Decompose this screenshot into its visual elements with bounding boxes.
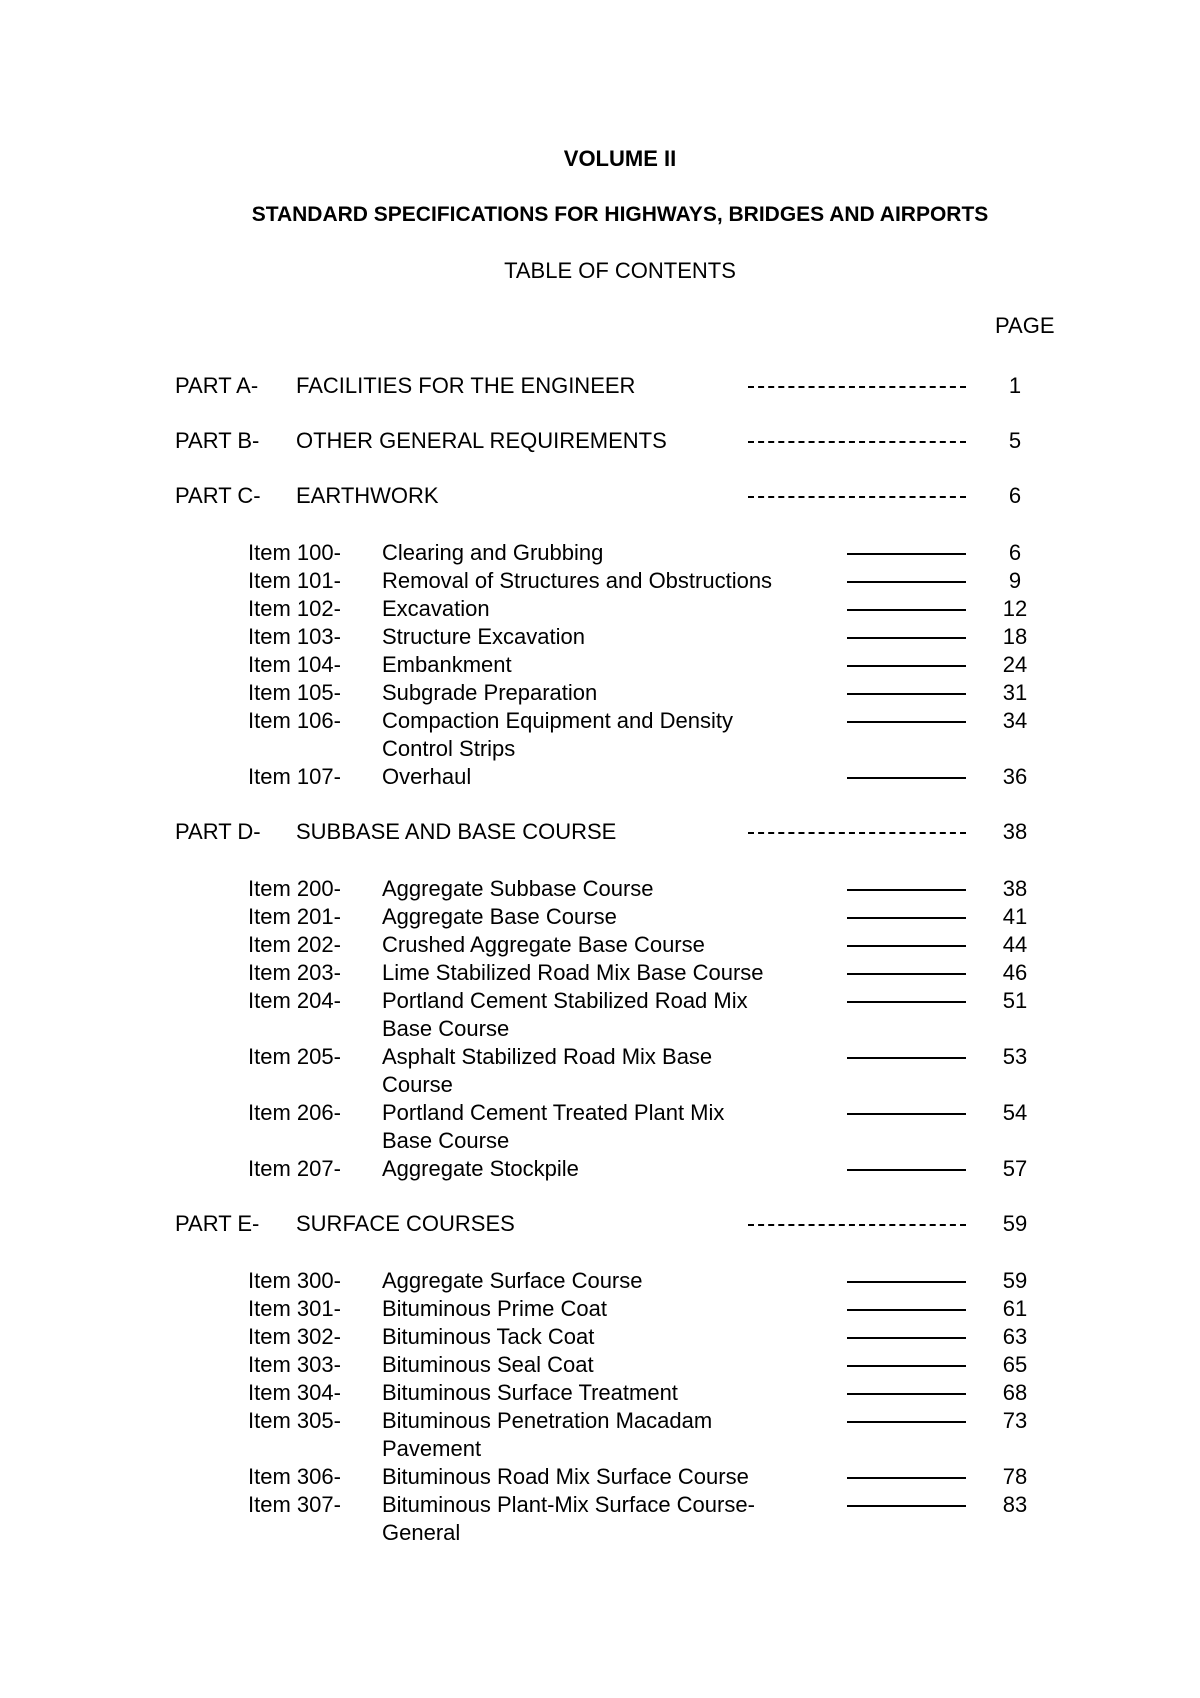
item-title: Clearing and Grubbing — [382, 540, 604, 565]
leader-line — [847, 1057, 966, 1059]
item-title: Aggregate Base Course — [382, 904, 617, 929]
item-page-number: 73 — [1002, 1408, 1028, 1433]
part-title: SUBBASE AND BASE COURSE — [296, 819, 617, 844]
item-title-continued: Course — [382, 1072, 453, 1097]
item-number: Item 205- — [248, 1044, 341, 1069]
item-number: Item 202- — [248, 932, 341, 957]
part-page-number: 1 — [1008, 373, 1022, 398]
leader-line — [847, 665, 966, 667]
part-page-number: 5 — [1008, 428, 1022, 453]
item-title: Bituminous Tack Coat — [382, 1324, 595, 1349]
leader-line — [847, 1365, 966, 1367]
item-page-number: 68 — [1002, 1380, 1028, 1405]
leader-line — [847, 889, 966, 891]
item-number: Item 101- — [248, 568, 341, 593]
item-title-continued: Pavement — [382, 1436, 482, 1461]
leader-line — [847, 1393, 966, 1395]
item-page-number: 46 — [1002, 960, 1028, 985]
leader-line — [748, 496, 966, 498]
part-label: PART C- — [175, 483, 261, 508]
item-number: Item 102- — [248, 596, 341, 621]
item-title: Bituminous Penetration Macadam — [382, 1408, 713, 1433]
part-page-number: 59 — [1002, 1211, 1028, 1236]
leader-line — [847, 1309, 966, 1311]
item-title: Bituminous Seal Coat — [382, 1352, 594, 1377]
item-title: Crushed Aggregate Base Course — [382, 932, 705, 957]
item-page-number: 78 — [1002, 1464, 1028, 1489]
part-label: PART B- — [175, 428, 260, 453]
leader-line — [847, 777, 966, 779]
item-title: Aggregate Subbase Course — [382, 876, 654, 901]
item-page-number: 53 — [1002, 1044, 1028, 1069]
item-title: Lime Stabilized Road Mix Base Course — [382, 960, 764, 985]
leader-line — [847, 693, 966, 695]
item-number: Item 107- — [248, 764, 341, 789]
item-page-number: 24 — [1002, 652, 1028, 677]
leader-line — [748, 832, 966, 834]
leader-line — [748, 441, 966, 443]
leader-line — [748, 386, 966, 388]
item-number: Item 302- — [248, 1324, 341, 1349]
leader-line — [847, 1477, 966, 1479]
item-number: Item 203- — [248, 960, 341, 985]
item-number: Item 104- — [248, 652, 341, 677]
document-subtitle: STANDARD SPECIFICATIONS FOR HIGHWAYS, BRIDGES AND AIRPORTS — [251, 203, 989, 226]
item-number: Item 201- — [248, 904, 341, 929]
item-number: Item 207- — [248, 1156, 341, 1181]
item-title-continued: Base Course — [382, 1128, 510, 1153]
leader-line — [847, 1001, 966, 1003]
item-page-number: 83 — [1002, 1492, 1028, 1517]
item-title: Embankment — [382, 652, 512, 677]
item-number: Item 200- — [248, 876, 341, 901]
item-page-number: 6 — [1008, 540, 1022, 565]
item-title: Portland Cement Stabilized Road Mix — [382, 988, 748, 1013]
item-title: Portland Cement Treated Plant Mix — [382, 1100, 725, 1125]
item-title: Structure Excavation — [382, 624, 585, 649]
leader-line — [748, 1224, 966, 1226]
leader-line — [847, 609, 966, 611]
item-title: Aggregate Surface Course — [382, 1268, 643, 1293]
part-title: EARTHWORK — [296, 483, 439, 508]
item-page-number: 63 — [1002, 1324, 1028, 1349]
item-title: Overhaul — [382, 764, 472, 789]
item-page-number: 65 — [1002, 1352, 1028, 1377]
item-page-number: 61 — [1002, 1296, 1028, 1321]
toc-title: TABLE OF CONTENTS — [504, 258, 736, 283]
leader-line — [847, 1337, 966, 1339]
item-title: Excavation — [382, 596, 490, 621]
leader-line — [847, 973, 966, 975]
leader-line — [847, 1505, 966, 1507]
item-number: Item 106- — [248, 708, 341, 733]
item-page-number: 34 — [1002, 708, 1028, 733]
item-title: Bituminous Surface Treatment — [382, 1380, 678, 1405]
leader-line — [847, 1113, 966, 1115]
item-title: Aggregate Stockpile — [382, 1156, 579, 1181]
item-page-number: 57 — [1002, 1156, 1028, 1181]
item-page-number: 9 — [1008, 568, 1022, 593]
item-number: Item 204- — [248, 988, 341, 1013]
leader-line — [847, 917, 966, 919]
part-title: SURFACE COURSES — [296, 1211, 515, 1236]
item-page-number: 36 — [1002, 764, 1028, 789]
item-title-continued: Base Course — [382, 1016, 510, 1041]
item-number: Item 206- — [248, 1100, 341, 1125]
item-title: Bituminous Road Mix Surface Course — [382, 1464, 749, 1489]
item-page-number: 51 — [1002, 988, 1028, 1013]
item-number: Item 305- — [248, 1408, 341, 1433]
item-page-number: 38 — [1002, 876, 1028, 901]
item-number: Item 105- — [248, 680, 341, 705]
item-number: Item 103- — [248, 624, 341, 649]
item-title: Compaction Equipment and Density — [382, 708, 733, 733]
item-title: Removal of Structures and Obstructions — [382, 568, 773, 593]
item-page-number: 12 — [1002, 596, 1028, 621]
leader-line — [847, 637, 966, 639]
item-page-number: 44 — [1002, 932, 1028, 957]
item-number: Item 304- — [248, 1380, 341, 1405]
part-page-number: 6 — [1008, 483, 1022, 508]
item-number: Item 100- — [248, 540, 341, 565]
leader-line — [847, 945, 966, 947]
item-title: Bituminous Prime Coat — [382, 1296, 607, 1321]
item-number: Item 307- — [248, 1492, 341, 1517]
item-page-number: 59 — [1002, 1268, 1028, 1293]
part-title: OTHER GENERAL REQUIREMENTS — [296, 428, 667, 453]
leader-line — [847, 581, 966, 583]
item-title: Subgrade Preparation — [382, 680, 598, 705]
item-number: Item 301- — [248, 1296, 341, 1321]
item-title-continued: General — [382, 1520, 461, 1545]
item-page-number: 31 — [1002, 680, 1028, 705]
leader-line — [847, 553, 966, 555]
part-title: FACILITIES FOR THE ENGINEER — [296, 373, 636, 398]
leader-line — [847, 1169, 966, 1171]
leader-line — [847, 1281, 966, 1283]
part-label: PART A- — [175, 373, 259, 398]
item-page-number: 54 — [1002, 1100, 1028, 1125]
item-number: Item 303- — [248, 1352, 341, 1377]
item-title-continued: Control Strips — [382, 736, 516, 761]
item-number: Item 300- — [248, 1268, 341, 1293]
item-number: Item 306- — [248, 1464, 341, 1489]
page-column-header: PAGE — [995, 313, 1055, 338]
part-label: PART E- — [175, 1211, 260, 1236]
item-title: Bituminous Plant-Mix Surface Course- — [382, 1492, 755, 1517]
item-title: Asphalt Stabilized Road Mix Base — [382, 1044, 713, 1069]
item-page-number: 18 — [1002, 624, 1028, 649]
leader-line — [847, 1421, 966, 1423]
leader-line — [847, 721, 966, 723]
volume-heading: VOLUME II — [563, 146, 677, 171]
part-label: PART D- — [175, 819, 261, 844]
part-page-number: 38 — [1002, 819, 1028, 844]
item-page-number: 41 — [1002, 904, 1028, 929]
